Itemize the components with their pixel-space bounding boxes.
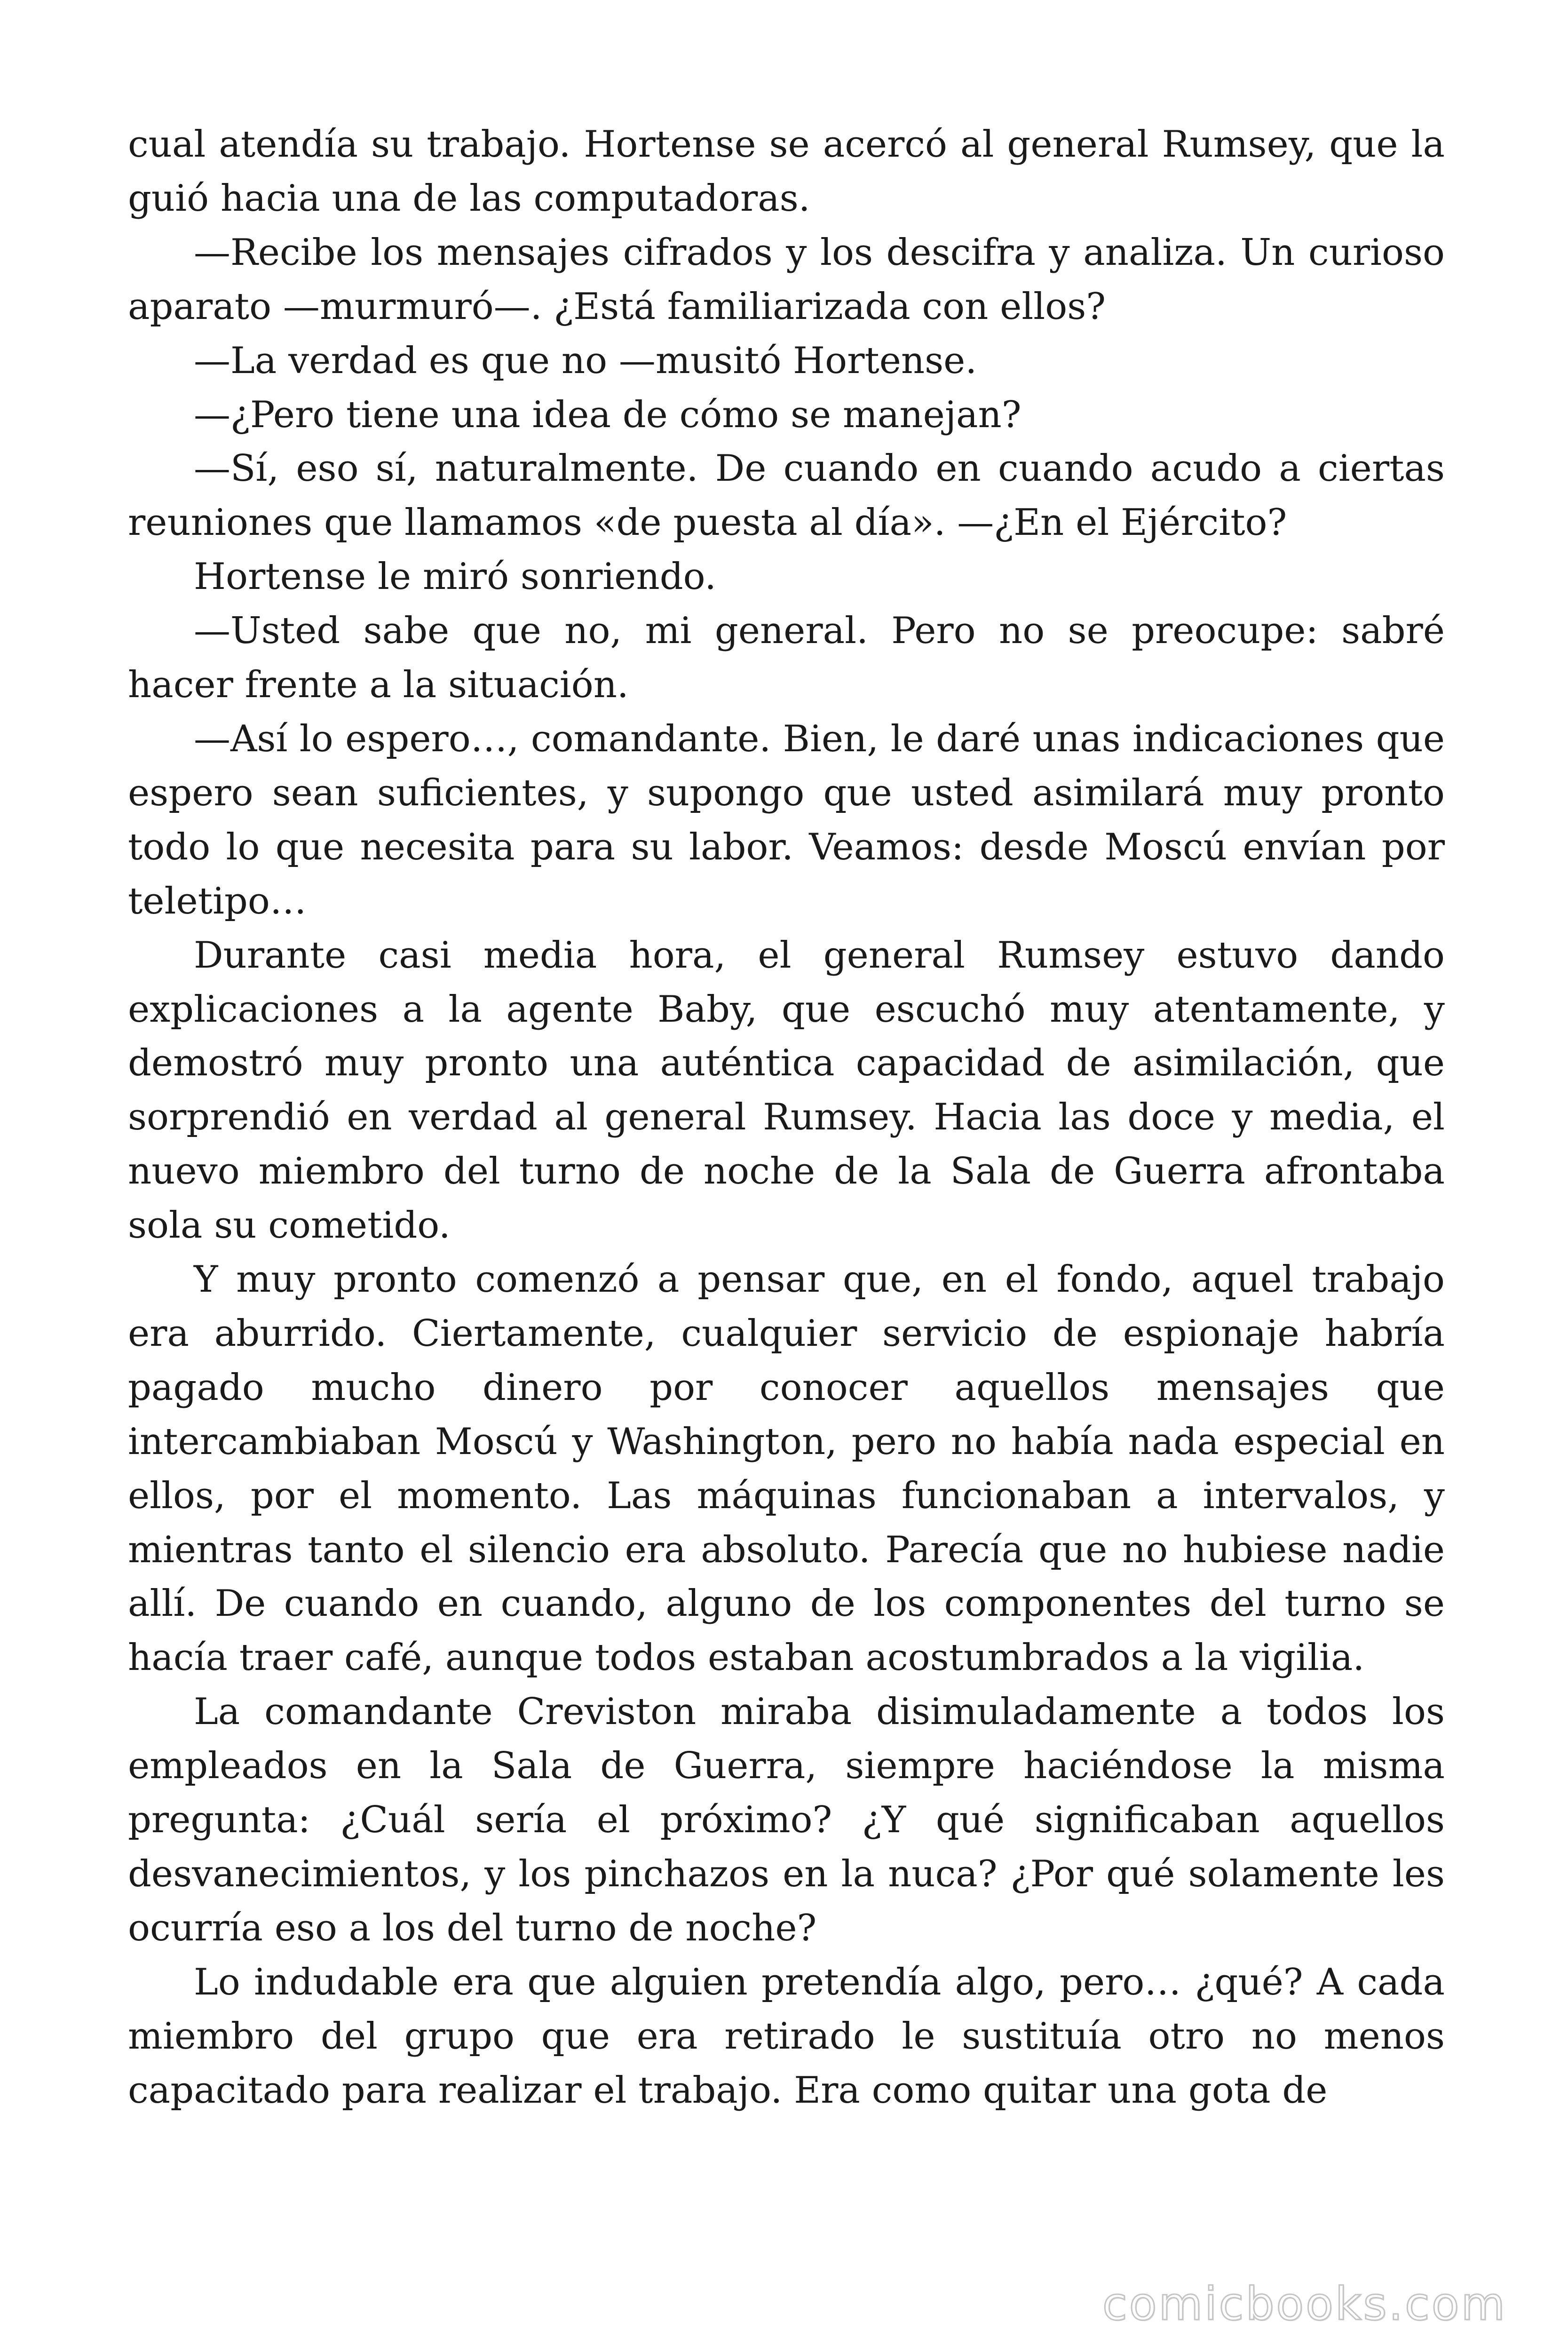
paragraph-final: Lo indudable era que alguien pretendía algo, pero… ¿qué? A cada miembro del grupo que era retirado le sustituía otro no menos capacitado para realizar el trabajo. Era como quitar una gota de <box>128 1961 1445 2112</box>
paragraph: Durante casi media hora, el general Rumsey estuvo dando explicaciones a la agente Baby, que escuchó muy atentamente, y demostró muy pronto una auténtica capacidad de asimilación, que sorprendió en verdad al general Rumsey. Hacia las doce y media, el nuevo miembro del turno de noche de la Sala de Guerra afrontaba sola su cometido. <box>128 934 1445 1247</box>
paragraph: —Sí, eso sí, naturalmente. De cuando en cuando acudo a ciertas reuniones que llamamos «de puesta al día». —¿En el Ejército? <box>128 447 1445 544</box>
paragraph: Y muy pronto comenzó a pensar que, en el fondo, aquel trabajo era aburrido. Ciertamente, cualquier servicio de espionaje habría pagado mucho dinero por conocer aquellos mensajes que intercambiaban Moscú y Washington, pero no había nada especial en ellos, por el momento. Las máquinas funcionaban a intervalos, y mientras tanto el silencio era absoluto. Parecía que no hubiese nadie allí. De cuando en cuando, alguno de los componentes del turno se hacía traer café, aunque todos estaban acostumbrados a la vigilia. <box>128 1258 1445 1679</box>
watermark: comicbooks.com <box>1102 2278 1507 2330</box>
paragraph: —¿Pero tiene una idea de cómo se manejan? <box>194 393 1022 436</box>
paragraph: —La verdad es que no —musitó Hortense. <box>194 339 977 382</box>
paragraph: —Recibe los mensajes cifrados y los descifra y analiza. Un curioso aparato —murmuró—. ¿Está familiarizada con ellos? <box>128 231 1445 328</box>
paragraph-continuation: cual atendía su trabajo. Hortense se acercó al general Rumsey, que la guió hacia una de las computadoras. <box>128 123 1445 220</box>
paragraph: —Así lo espero…, comandante. Bien, le daré unas indicaciones que espero sean suficientes, y supongo que usted asimilará muy pronto todo lo que necesita para su labor. Veamos: desde Moscú envían por teletipo… <box>128 717 1445 922</box>
paragraph: —Usted sabe que no, mi general. Pero no se preocupe: sabré hacer frente a la situación. <box>128 610 1445 707</box>
paragraph: La comandante Creviston miraba disimuladamente a todos los empleados en la Sala de Guerra, siempre haciéndose la misma pregunta: ¿Cuál sería el próximo? ¿Y qué significaban aquellos desvanecimientos, y los pinchazos en la nuca? ¿Por qué solamente les ocurría eso a los del turno de noche? <box>128 1691 1445 1949</box>
paragraph: Hortense le miró sonriendo. <box>194 556 717 598</box>
body-text <box>128 118 1445 2118</box>
